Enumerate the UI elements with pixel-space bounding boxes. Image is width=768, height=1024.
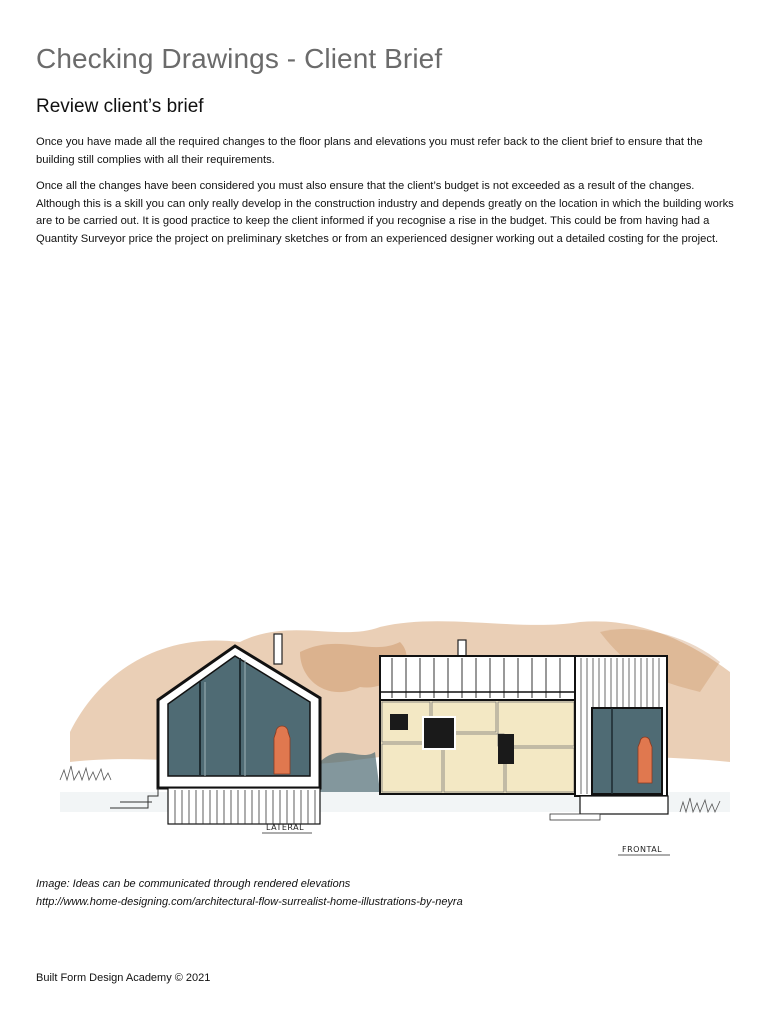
elevation-illustration: [40, 612, 740, 870]
paragraph-2: Once all the changes have been considered you must also ensure that the client’s budget is not exceeded as a result of the changes. Although this is a skill you can only really develop in the construction industry and depends greatly on the location in which the building works are to be carried out. It is good practice to keep the client informed if you recognise a rise in the budget. This could be from having had a Quantity Surveyor price the project on preliminary sketches or from an experienced designer working out a detailed costing for the project.: [36, 180, 734, 245]
person-figure: [274, 726, 290, 774]
person-figure-frontal: [638, 737, 652, 783]
caption-source-url: http://www.home-designing.com/architectural-flow-surrealist-home-illustrations-by-neyra: [36, 895, 463, 908]
page-title: Checking Drawings - Client Brief: [36, 43, 443, 74]
label-lateral: LATERAL: [266, 823, 305, 832]
caption-text: Image: Ideas can be communicated through rendered elevations: [36, 878, 351, 890]
section-heading: Review client’s brief: [36, 96, 204, 117]
frontal-house: [380, 640, 668, 820]
label-frontal: FRONTAL: [622, 845, 663, 854]
figure-caption: [36, 876, 463, 911]
footer-copyright: Built Form Design Academy © 2021: [36, 972, 211, 984]
paragraph-1: Once you have made all the required changes to the floor plans and elevations you must refer back to the client brief to ensure that the building still complies with all their requirements.: [36, 136, 703, 166]
